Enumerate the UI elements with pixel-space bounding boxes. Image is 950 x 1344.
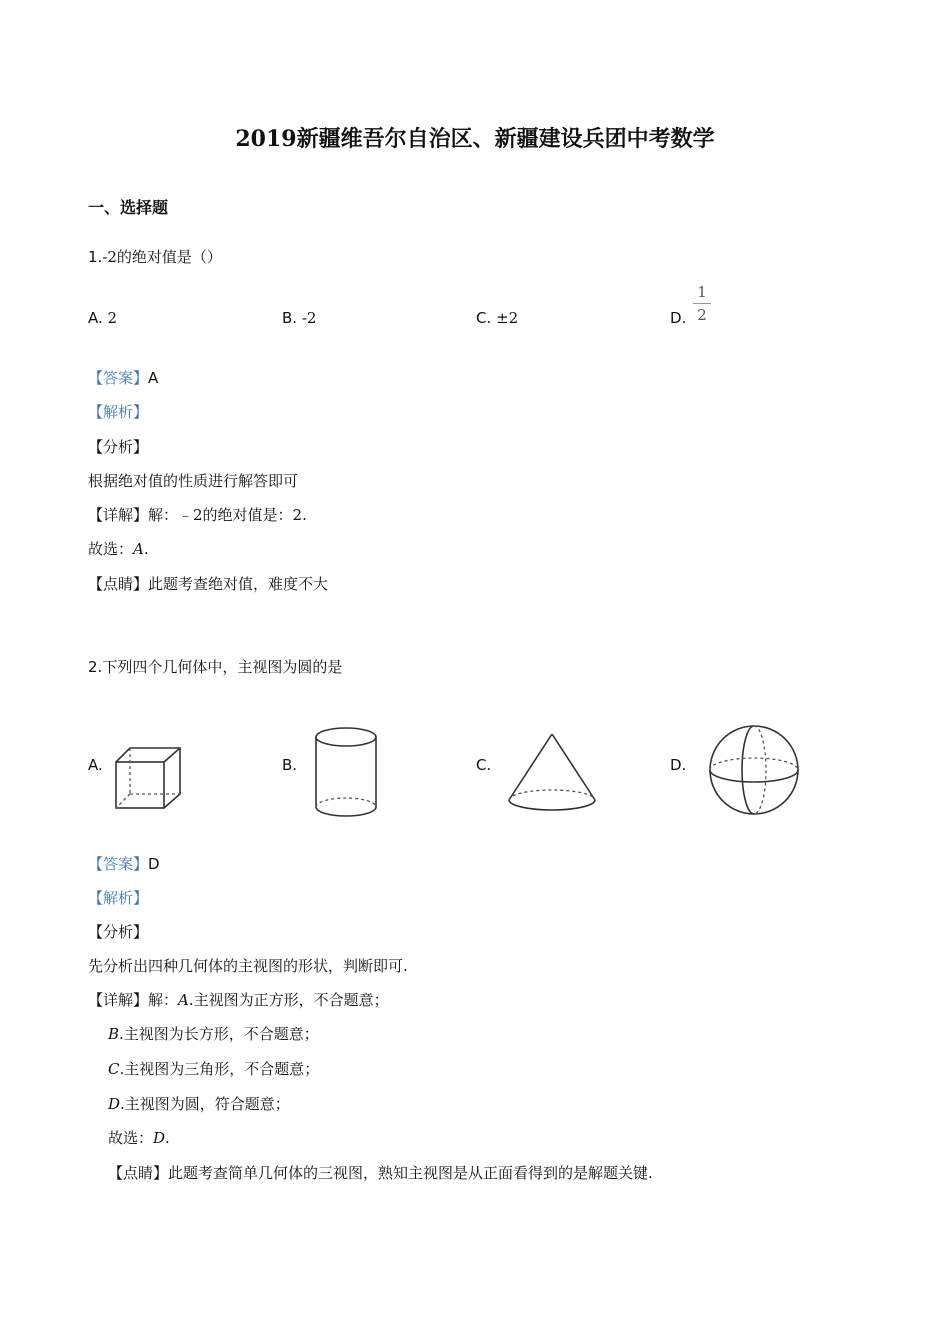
q2-detail-prefix: 【详解】解： — [88, 991, 179, 1009]
q1-choose-suffix: . — [143, 540, 149, 558]
q1-option-b-value: -2 — [301, 309, 317, 327]
cube-figure — [110, 742, 186, 812]
q1-option-b — [282, 311, 316, 326]
fraction-bar — [693, 303, 711, 304]
q2-detail-a-text: .主视图为正方形，不合题意； — [188, 991, 389, 1009]
fraction-numerator: 1 — [697, 283, 707, 301]
q2-detail-d-letter: D — [108, 1095, 121, 1113]
q1-option-d-label: D. — [670, 309, 687, 327]
sphere-figure — [706, 722, 802, 818]
q1-option-c-value: ±2 — [496, 309, 519, 327]
question-1-number: 1. — [88, 248, 103, 266]
q1-choose-letter: A — [133, 540, 144, 558]
q1-choose — [88, 542, 149, 557]
q2-dianjing: 【点睛】此题考查简单几何体的三视图，熟知主视图是从正面看得到的是解题关键. — [108, 1164, 653, 1182]
q1-jiexi: 【解析】 — [88, 403, 149, 421]
q2-choose-suffix: . — [165, 1129, 170, 1147]
q1-option-b-label: B. — [282, 309, 298, 327]
cone-figure — [505, 730, 599, 815]
q2-option-c-label: C. — [476, 756, 492, 774]
q1-option-a — [88, 311, 117, 326]
q1-choose-prefix: 故选： — [88, 540, 134, 558]
q2-option-a-label: A. — [88, 756, 103, 774]
q2-fenxi: 【分析】 — [88, 923, 149, 941]
q1-option-a-label: A. — [88, 309, 103, 327]
q1-answer-value: A — [148, 369, 159, 387]
q2-detail-a — [88, 993, 389, 1008]
q1-detail: 【详解】解：﹣2的绝对值是：2. — [88, 506, 307, 524]
q1-answer-tag: 【答案】 — [88, 369, 149, 387]
q1-fenxi-text: 根据绝对值的性质进行解答即可 — [88, 472, 299, 490]
q2-detail-b-letter: B — [108, 1025, 120, 1043]
q2-answer — [88, 857, 160, 872]
q1-option-a-value: 2 — [107, 309, 118, 327]
q1-option-d — [670, 311, 686, 326]
q1-option-c-label: C. — [476, 309, 492, 327]
q2-detail-c-text: .主视图为三角形，不合题意； — [119, 1060, 320, 1078]
q2-detail-d — [108, 1097, 290, 1112]
question-2 — [88, 660, 342, 675]
q2-detail-c-letter: C — [108, 1060, 120, 1078]
q1-option-c — [476, 311, 518, 326]
q2-choose-letter: D — [153, 1129, 166, 1147]
q2-answer-value: D — [148, 855, 160, 873]
question-2-text: 下列四个几何体中，主视图为圆的是 — [102, 658, 343, 676]
question-2-number: 2. — [88, 658, 103, 676]
q2-detail-a-letter: A — [178, 991, 189, 1009]
q2-detail-d-text: .主视图为圆，符合题意； — [120, 1095, 290, 1113]
q1-fenxi: 【分析】 — [88, 438, 149, 456]
q2-option-d-label: D. — [670, 756, 687, 774]
q2-answer-tag: 【答案】 — [88, 855, 149, 873]
fraction-denominator: 2 — [697, 306, 707, 324]
q1-answer — [88, 371, 158, 386]
q2-jiexi: 【解析】 — [88, 889, 149, 907]
page-title: 2019新疆维吾尔自治区、新疆建设兵团中考数学 — [235, 126, 715, 152]
q2-choose-prefix: 故选： — [108, 1129, 154, 1147]
cylinder-figure — [312, 725, 380, 820]
question-1-text: -2的绝对值是（） — [102, 248, 222, 266]
q2-detail-b — [108, 1027, 319, 1042]
question-1 — [88, 250, 222, 265]
q1-option-d-fraction — [692, 283, 712, 324]
q2-choose — [108, 1131, 170, 1146]
q2-option-b-label: B. — [282, 756, 298, 774]
section-heading: 一、选择题 — [88, 198, 169, 217]
q2-detail-c — [108, 1062, 319, 1077]
q2-detail-b-text: .主视图为长方形，不合题意； — [119, 1025, 319, 1043]
q1-dianjing: 【点睛】此题考查绝对值，难度不大 — [88, 575, 329, 593]
q2-fenxi-text: 先分析出四种几何体的主视图的形状，判断即可. — [88, 957, 408, 975]
